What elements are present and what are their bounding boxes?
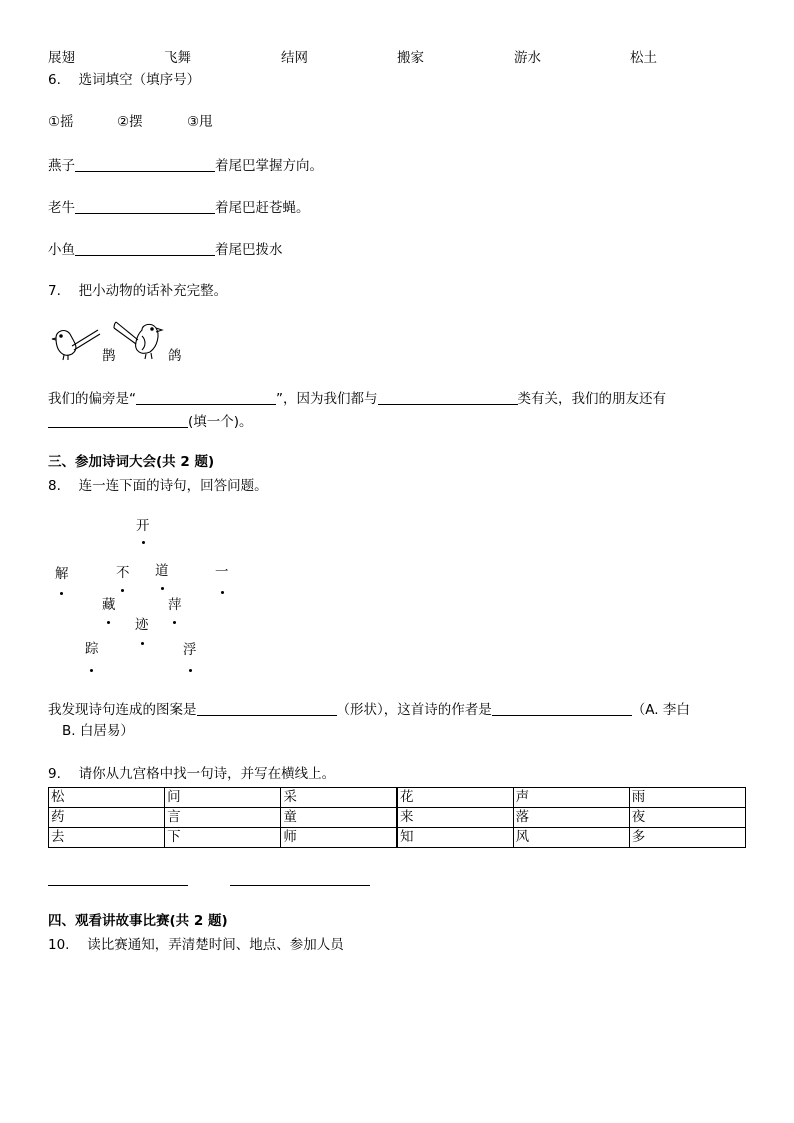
q9-answer-blank-1[interactable] bbox=[48, 884, 188, 886]
grid-row bbox=[49, 808, 746, 828]
word-songtu: 松土 bbox=[630, 50, 657, 66]
q8-title: 8. 连一连下面的诗句，回答问题。 bbox=[48, 478, 268, 494]
grid-row bbox=[49, 828, 746, 848]
char-kai: 开 bbox=[136, 518, 150, 534]
q7-friend-blank[interactable] bbox=[48, 414, 188, 428]
grid-cell: 采 bbox=[281, 788, 397, 808]
q8-answer-after: （A. 李白 bbox=[631, 702, 690, 718]
section-3-heading: 三、参加诗词大会(共 2 题) bbox=[48, 454, 215, 470]
grid-cell: 师 bbox=[281, 828, 397, 848]
q6-option-3: ③甩 bbox=[187, 114, 213, 130]
grid-cell: 知 bbox=[397, 828, 513, 848]
grid-cell: 来 bbox=[397, 808, 513, 828]
dot-dao[interactable] bbox=[161, 587, 164, 590]
q7-text-4: (填一个)。 bbox=[188, 414, 253, 430]
q6-line-3-before: 小鱼 bbox=[48, 242, 75, 258]
q8-answer-mid: （形状），这首诗的作者是 bbox=[336, 702, 492, 718]
section-4-heading: 四、观看讲故事比赛(共 2 题) bbox=[48, 913, 228, 929]
q7-text-2: ”，因为我们都与 bbox=[276, 391, 378, 407]
grid-cell: 童 bbox=[281, 808, 397, 828]
grid-cell: 多 bbox=[629, 828, 745, 848]
q8-author-blank[interactable] bbox=[492, 702, 632, 716]
q7-answer-line-2 bbox=[48, 414, 253, 430]
grid-cell: 问 bbox=[165, 788, 281, 808]
grid-cell: 药 bbox=[49, 808, 165, 828]
grid-cell: 夜 bbox=[629, 808, 745, 828]
dot-fu[interactable] bbox=[189, 669, 192, 672]
word-zhanchi: 展翅 bbox=[48, 50, 75, 66]
q6-option-1: ①摇 bbox=[48, 114, 74, 130]
q10-title: 10. 读比赛通知，弄清楚时间、地点、参加人员 bbox=[48, 937, 344, 953]
magpie-char: 鹊 bbox=[102, 348, 116, 364]
q6-line-3 bbox=[48, 242, 283, 258]
grid-cell: 松 bbox=[49, 788, 165, 808]
char-fu: 浮 bbox=[183, 642, 197, 658]
q7-text-3: 类有关，我们的朋友还有 bbox=[517, 391, 666, 407]
q6-title: 6. 选词填空（填序号） bbox=[48, 72, 201, 88]
grid-cell: 落 bbox=[513, 808, 629, 828]
q6-line-3-after: 着尾巴拨水 bbox=[215, 242, 283, 258]
magpie-icon bbox=[50, 322, 102, 362]
dot-zong[interactable] bbox=[90, 669, 93, 672]
nine-grid-table bbox=[48, 787, 746, 848]
q6-line-2-blank[interactable] bbox=[75, 200, 215, 214]
char-dao: 道 bbox=[155, 563, 169, 579]
q6-option-2: ②摆 bbox=[117, 114, 143, 130]
word-youshui: 游水 bbox=[514, 50, 541, 66]
q7-text-1: 我们的偏旁是“ bbox=[48, 391, 136, 407]
char-bu: 不 bbox=[116, 565, 130, 581]
dot-ping[interactable] bbox=[173, 621, 176, 624]
dot-bu[interactable] bbox=[121, 589, 124, 592]
dot-ji[interactable] bbox=[141, 642, 144, 645]
char-zong: 踪 bbox=[85, 641, 99, 657]
q6-line-2-before: 老牛 bbox=[48, 200, 75, 216]
q7-answer-line-1 bbox=[48, 391, 666, 407]
grid-row bbox=[49, 788, 746, 808]
q8-answer-line-1 bbox=[48, 702, 690, 718]
grid-cell: 雨 bbox=[629, 788, 745, 808]
dot-cang[interactable] bbox=[107, 621, 110, 624]
q9-answer-blank-2[interactable] bbox=[230, 884, 370, 886]
pigeon-char: 鸽 bbox=[168, 348, 182, 364]
char-ping: 萍 bbox=[168, 597, 182, 613]
char-yi: 一 bbox=[215, 564, 229, 580]
q8-answer-line-2: B. 白居易） bbox=[62, 723, 134, 739]
q8-shape-blank[interactable] bbox=[197, 702, 337, 716]
dot-yi[interactable] bbox=[221, 591, 224, 594]
q6-line-1 bbox=[48, 158, 323, 174]
q9-title: 9. 请你从九宫格中找一句诗，并写在横线上。 bbox=[48, 766, 336, 782]
q7-category-blank[interactable] bbox=[378, 391, 518, 405]
char-ji: 迹 bbox=[135, 617, 149, 633]
q6-line-2-after: 着尾巴赶苍蝇。 bbox=[215, 200, 310, 216]
word-banjia: 搬家 bbox=[397, 50, 424, 66]
q6-line-1-before: 燕子 bbox=[48, 158, 75, 174]
grid-cell: 言 bbox=[165, 808, 281, 828]
q6-line-3-blank[interactable] bbox=[75, 242, 215, 256]
q6-line-1-blank[interactable] bbox=[75, 158, 215, 172]
q7-title: 7. 把小动物的话补充完整。 bbox=[48, 283, 228, 299]
q7-radical-blank[interactable] bbox=[136, 391, 276, 405]
dot-kai[interactable] bbox=[142, 541, 145, 544]
grid-cell: 去 bbox=[49, 828, 165, 848]
grid-cell: 风 bbox=[513, 828, 629, 848]
dot-jie[interactable] bbox=[60, 592, 63, 595]
word-jiewang: 结网 bbox=[281, 50, 308, 66]
q6-line-2 bbox=[48, 200, 310, 216]
grid-cell: 下 bbox=[165, 828, 281, 848]
grid-cell: 声 bbox=[513, 788, 629, 808]
char-cang: 藏 bbox=[102, 597, 116, 613]
word-feiwu: 飞舞 bbox=[164, 50, 191, 66]
char-jie: 解 bbox=[55, 566, 69, 582]
q6-line-1-after: 着尾巴掌握方向。 bbox=[215, 158, 323, 174]
q8-answer-before: 我发现诗句连成的图案是 bbox=[48, 702, 197, 718]
grid-cell: 花 bbox=[397, 788, 513, 808]
pigeon-icon bbox=[112, 318, 168, 360]
